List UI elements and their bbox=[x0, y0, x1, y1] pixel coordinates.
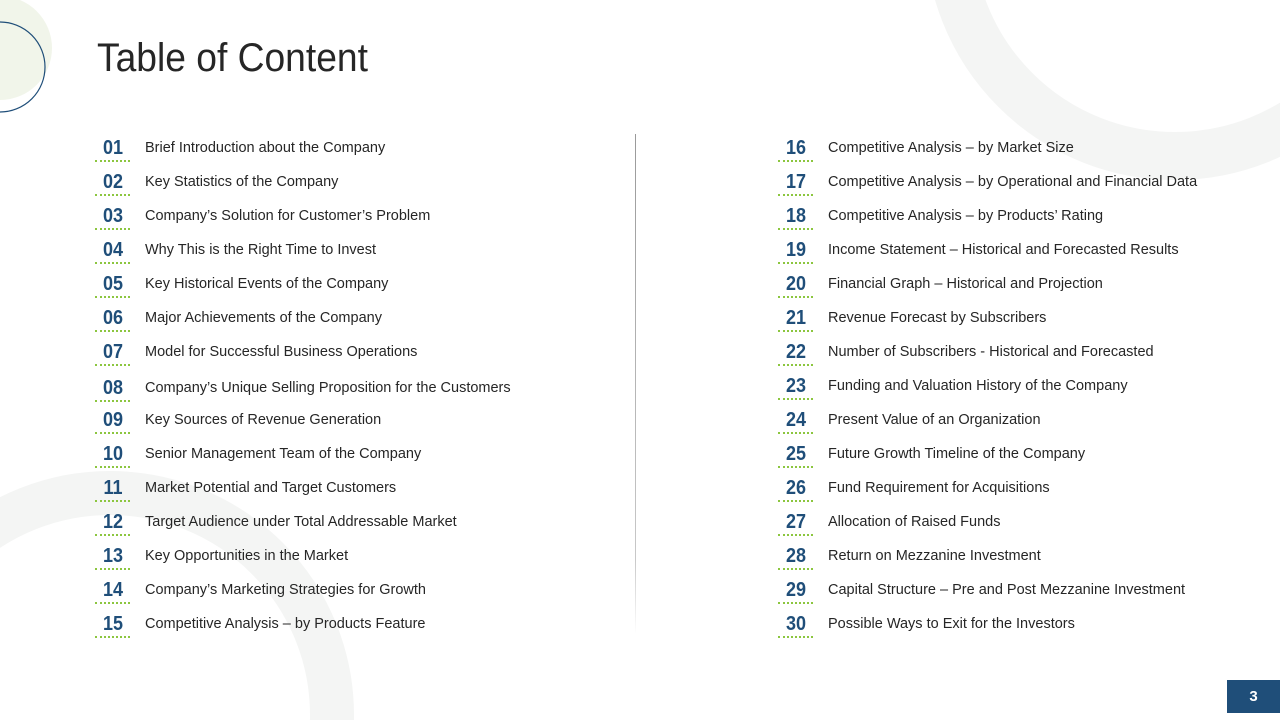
toc-item-number-underline bbox=[778, 534, 813, 536]
toc-item-label: Market Potential and Target Customers bbox=[145, 480, 397, 496]
toc-item-number-underline bbox=[778, 432, 813, 434]
toc-item-number-underline bbox=[778, 160, 813, 162]
toc-item-number: 11 bbox=[103, 477, 123, 499]
toc-item-number: 28 bbox=[785, 545, 807, 567]
toc-item-number: 25 bbox=[785, 443, 807, 465]
toc-item-number-underline bbox=[778, 398, 813, 400]
toc-item bbox=[778, 505, 1258, 539]
toc-item bbox=[95, 267, 575, 301]
toc-item bbox=[778, 573, 1258, 607]
toc-item-number-underline bbox=[778, 466, 813, 468]
toc-item-number-underline bbox=[95, 636, 130, 638]
toc-item-label: Target Audience under Total Addressable Market bbox=[145, 514, 457, 530]
toc-item bbox=[95, 301, 575, 335]
toc-item-number: 06 bbox=[102, 307, 124, 329]
toc-item-number: 18 bbox=[785, 205, 807, 227]
toc-item-number: 04 bbox=[102, 239, 124, 261]
toc-item-number-underline bbox=[778, 330, 813, 332]
toc-item-label: Funding and Valuation History of the Company bbox=[828, 378, 1128, 394]
toc-item-number: 22 bbox=[785, 341, 807, 363]
toc-item bbox=[95, 573, 575, 607]
toc-item-number: 24 bbox=[785, 409, 807, 431]
toc-item-number: 23 bbox=[785, 375, 807, 397]
toc-item-label: Capital Structure – Pre and Post Mezzanine Investment bbox=[828, 582, 1186, 598]
toc-item-number: 03 bbox=[102, 205, 124, 227]
page-title: Table of Content bbox=[97, 36, 368, 80]
toc-item bbox=[95, 505, 575, 539]
toc-item-label: Competitive Analysis – by Operational and Financial Data bbox=[828, 174, 1198, 190]
toc-item-number-underline bbox=[95, 466, 130, 468]
toc-item-number-underline bbox=[778, 568, 813, 570]
toc-item-number: 17 bbox=[785, 171, 807, 193]
toc-item-label: Competitive Analysis – by Products’ Rating bbox=[828, 208, 1104, 224]
toc-item-label: Company’s Marketing Strategies for Growth bbox=[145, 582, 426, 598]
toc-item-number: 10 bbox=[102, 443, 124, 465]
toc-item-number: 30 bbox=[785, 613, 807, 635]
toc-item-label: Future Growth Timeline of the Company bbox=[828, 446, 1086, 462]
toc-item-number-underline bbox=[95, 400, 130, 402]
toc-item-number: 21 bbox=[785, 307, 807, 329]
toc-item-label: Competitive Analysis – by Products Feature bbox=[145, 616, 426, 632]
toc-item-label: Key Historical Events of the Company bbox=[145, 276, 389, 292]
toc-item-number: 27 bbox=[785, 511, 807, 533]
toc-item-number: 29 bbox=[785, 579, 807, 601]
toc-item-label: Brief Introduction about the Company bbox=[145, 140, 386, 156]
toc-item bbox=[778, 301, 1258, 335]
toc-item-number-underline bbox=[95, 534, 130, 536]
toc-item bbox=[778, 437, 1258, 471]
toc-item-number-underline bbox=[778, 602, 813, 604]
toc-item-number-underline bbox=[778, 228, 813, 230]
toc-item-label: Senior Management Team of the Company bbox=[145, 446, 422, 462]
toc-item-number-underline bbox=[95, 262, 130, 264]
toc-item bbox=[778, 539, 1258, 573]
toc-item-label: Present Value of an Organization bbox=[828, 412, 1041, 428]
toc-item-number-underline bbox=[95, 432, 130, 434]
toc-item-number-underline bbox=[778, 636, 813, 638]
toc-item bbox=[95, 199, 575, 233]
toc-item-number: 12 bbox=[102, 511, 124, 533]
toc-item bbox=[95, 539, 575, 573]
toc-item-number: 02 bbox=[102, 171, 124, 193]
toc-item-label: Return on Mezzanine Investment bbox=[828, 548, 1041, 564]
toc-item bbox=[95, 165, 575, 199]
toc-item-number: 19 bbox=[785, 239, 807, 261]
toc-item bbox=[778, 199, 1258, 233]
toc-item-number-underline bbox=[95, 296, 130, 298]
toc-item bbox=[778, 131, 1258, 165]
toc-item-number: 09 bbox=[102, 409, 124, 431]
toc-item bbox=[778, 335, 1258, 369]
toc-item-number: 01 bbox=[102, 137, 124, 159]
toc-item-number-underline bbox=[95, 568, 130, 570]
toc-item bbox=[95, 335, 575, 369]
toc-item-number-underline bbox=[95, 330, 130, 332]
toc-item-number-underline bbox=[778, 364, 813, 366]
toc-item-number-underline bbox=[95, 228, 130, 230]
toc-item-number: 20 bbox=[785, 273, 807, 295]
toc-item-label: Company’s Unique Selling Proposition for the Customers bbox=[145, 380, 511, 396]
decor-green-blob bbox=[0, 0, 52, 100]
toc-item-number-underline bbox=[778, 194, 813, 196]
page-number-badge: 3 bbox=[1227, 680, 1280, 713]
toc-item-number: 08 bbox=[102, 377, 124, 399]
toc-item bbox=[95, 371, 575, 405]
toc-item-label: Major Achievements of the Company bbox=[145, 310, 382, 326]
toc-item bbox=[95, 233, 575, 267]
toc-item-label: Number of Subscribers - Historical and Forecasted bbox=[828, 344, 1154, 360]
toc-item-number: 15 bbox=[102, 613, 124, 635]
toc-item-number: 16 bbox=[785, 137, 807, 159]
toc-item bbox=[95, 607, 575, 641]
toc-item bbox=[95, 131, 575, 165]
toc-item-number-underline bbox=[95, 364, 130, 366]
toc-item bbox=[778, 607, 1258, 641]
toc-item-number-underline bbox=[778, 296, 813, 298]
toc-item bbox=[778, 165, 1258, 199]
toc-item bbox=[778, 267, 1258, 301]
toc-item bbox=[778, 369, 1258, 403]
toc-item-label: Revenue Forecast by Subscribers bbox=[828, 310, 1047, 326]
toc-item-number: 13 bbox=[102, 545, 124, 567]
toc-item-number: 07 bbox=[102, 341, 124, 363]
toc-item-label: Key Statistics of the Company bbox=[145, 174, 339, 190]
toc-item-label: Possible Ways to Exit for the Investors bbox=[828, 616, 1075, 632]
toc-item-number: 14 bbox=[102, 579, 124, 601]
decor-blue-arc bbox=[0, 22, 45, 112]
toc-item-label: Fund Requirement for Acquisitions bbox=[828, 480, 1050, 496]
toc-item-label: Financial Graph – Historical and Projection bbox=[828, 276, 1103, 292]
column-divider bbox=[635, 134, 636, 634]
toc-item bbox=[95, 403, 575, 437]
toc-item-number-underline bbox=[95, 500, 130, 502]
toc-item-label: Key Sources of Revenue Generation bbox=[145, 412, 382, 428]
toc-item bbox=[778, 403, 1258, 437]
toc-item-label: Key Opportunities in the Market bbox=[145, 548, 349, 564]
toc-item-label: Model for Successful Business Operations bbox=[145, 344, 418, 360]
toc-item-label: Allocation of Raised Funds bbox=[828, 514, 1001, 530]
toc-item-label: Why This is the Right Time to Invest bbox=[145, 242, 377, 258]
toc-item-label: Income Statement – Historical and Forecasted Results bbox=[828, 242, 1179, 258]
toc-item-number-underline bbox=[95, 194, 130, 196]
toc-item bbox=[778, 233, 1258, 267]
toc-item bbox=[778, 471, 1258, 505]
toc-item-number: 05 bbox=[102, 273, 124, 295]
toc-item-number-underline bbox=[95, 602, 130, 604]
toc-item-label: Competitive Analysis – by Market Size bbox=[828, 140, 1074, 156]
toc-item-number: 26 bbox=[785, 477, 807, 499]
toc-item bbox=[95, 471, 575, 505]
toc-item bbox=[95, 437, 575, 471]
toc-item-number-underline bbox=[778, 262, 813, 264]
toc-item-number-underline bbox=[778, 500, 813, 502]
toc-item-number-underline bbox=[95, 160, 130, 162]
toc-item-label: Company’s Solution for Customer’s Problem bbox=[145, 208, 431, 224]
